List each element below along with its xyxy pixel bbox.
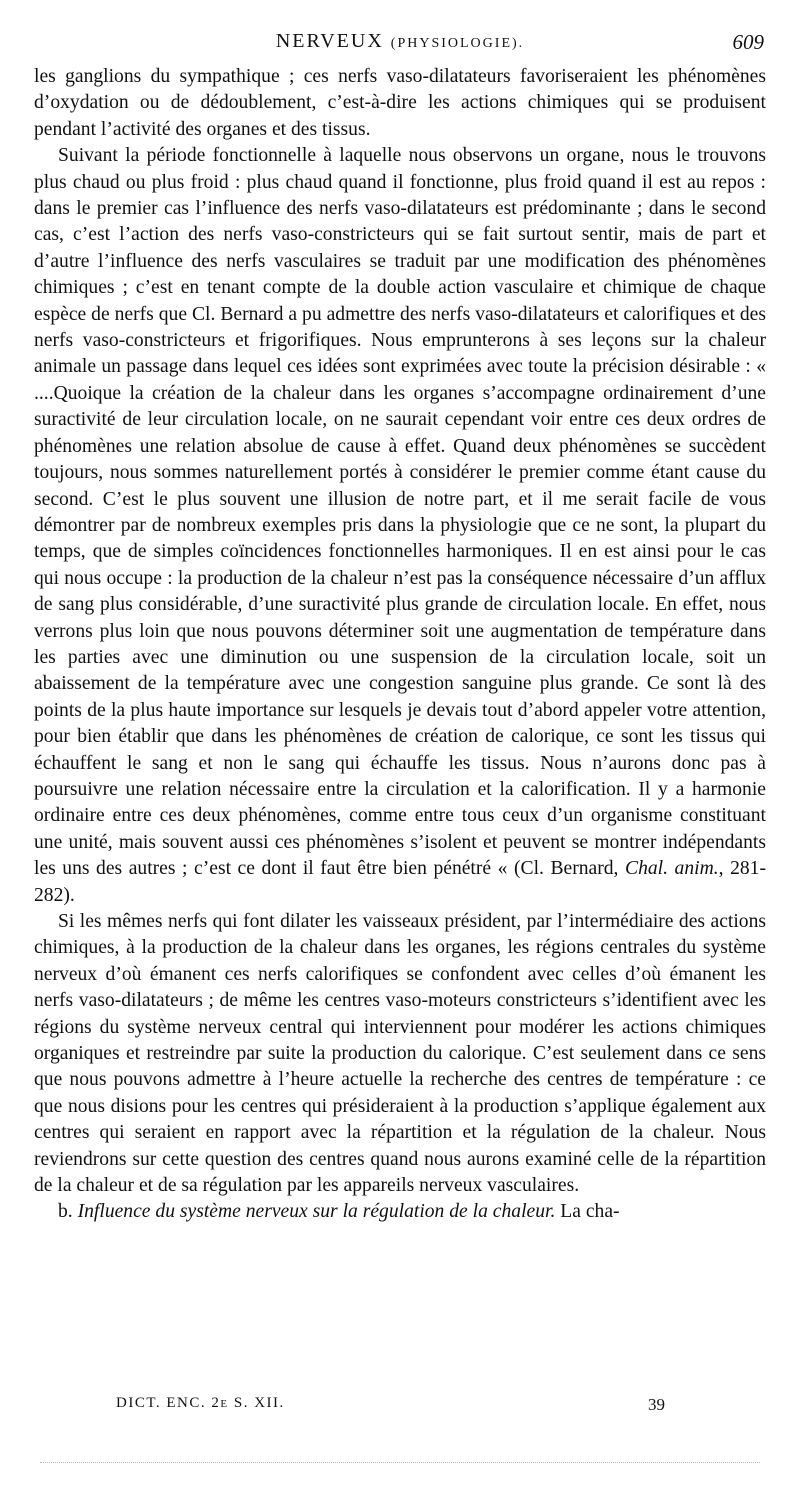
running-header: [34, 30, 766, 56]
sheet-number: 39: [648, 1395, 665, 1414]
section-marker: b.: [58, 1201, 73, 1223]
citation-pages: , 281-282).: [34, 858, 766, 906]
section-text: La cha-: [560, 1201, 620, 1223]
paragraph-3-text: Si les mêmes nerfs qui font dilater les vaisseaux président, par l’intermédiaire des actions chimiques, à la production de la chaleur dans les organes, les régions centrales du système nerveux d’où émanent ces nerfs calorifiques se confondent avec celles d’où émanent les nerfs vaso-dilatateurs ; de même les centres vaso-moteurs constricteurs s’identifient avec les régions du système nerveux central qui interviennent pour modérer les actions chimiques organiques et restreindre par suite la production du calorique. C’est seulement dans ce sens que nous pouvons admettre à l’heure actuelle la recherche des centres de température : ce que nous disions pour les centres qui présideraient à la production s’applique également aux centres qui seraient en rapport avec la répartition et la régulation de la chaleur. Nous reviendrons sur cette question des centres quand nous aurons examiné celle de la répartition de la chaleur et de sa régulation par les appareils nerveux vasculaires.: [34, 911, 766, 1197]
signature-mark: DICT. ENC. 2e S. XII.: [116, 1395, 285, 1411]
section-b: [34, 1199, 766, 1225]
header-title: NERVEUX: [275, 30, 384, 52]
running-title: [34, 30, 766, 53]
page-footer: [34, 1395, 766, 1419]
citation-title: Chal. anim.: [625, 858, 719, 880]
paragraph-3: [34, 909, 766, 1199]
page-number: 609: [732, 30, 764, 54]
header-subtitle: (PHYSIOLOGIE).: [390, 36, 525, 51]
paragraph-1-text: les ganglions du sympathique ; ces nerfs vaso-dilatateurs favoriseraient les phénomènes d’oxydation ou de dédoublement, c’est-à-dire les actions chimiques qui se produisent pendant l’activité des organes et des tissus.: [34, 66, 766, 140]
main-text: [34, 64, 766, 1226]
paragraph-2-text: Suivant la période fonctionnelle à laquelle nous observons un organe, nous le trouvons plus chaud ou plus froid : plus chaud quand il fonctionne, plus froid quand il est au repos : dans le premier cas l’influence des nerfs vaso-dilatateurs est prédominante ; dans le second cas, c’est l’action des nerfs vaso-constricteurs qui se fait surtout sentir, mais de part et d’autre l’influence des nerfs vasculaires se traduit par une modification des phénomènes chimiques ; c’est en tenant compte de la double action vasculaire et chimique de chaque espèce de nerfs que Cl. Bernard a pu admettre des nerfs vaso-dilatateurs et calorifiques et des nerfs vaso-constricteurs et frigorifiques. Nous emprunterons à ses leçons sur la chaleur animale un passage dans lequel ces idées sont exprimées avec toute la précision désirable : « ....Quoique la création de la chaleur dans les organes s’accompagne ordinairement d’une suractivité de leur circulation locale, on ne saurait cependant voir entre ces deux ordres de phénomènes une relation absolue de cause à effet. Quand deux phénomènes se succèdent toujours, nous sommes naturellement portés à considérer le premier comme étant cause du second. C’est le plus souvent une illusion de notre part, et il me serait facile de vous démontrer par de nombreux exemples pris dans la physiologie que ce ne sont, la plupart du temps, que de simples coïncidences fonctionnelles harmoniques. Il en est ainsi pour le cas qui nous occupe : la production de la chaleur n’est pas la conséquence nécessaire d’un afflux de sang plus considérable, d’une suractivité plus grande de circulation locale. En effet, nous verrons plus loin que nous pouvons déterminer soit une augmentation de température dans les parties avec une diminution ou une suspension de la circulation locale, soit un abaissement de la température avec une congestion sanguine plus grande. Ce sont là des points de la plus haute importance sur lesquels je devais tout d’abord appeler votre attention, pour bien établir que dans les phénomènes de création de calorique, ce sont les tissus qui échauffent le sang et non le sang qui échauffe les tissus. Nous n’aurons donc pas à poursuivre une relation nécessaire entre la circulation et la calorification. Il y a harmonie ordinaire entre ces deux phénomènes, comme entre tous ceux d’un organisme constituant une unité, mais souvent aussi ces phénomènes s’isolent et peuvent se montrer indépendants les uns des autres ; c’est ce dont il faut être bien pénétré « (Cl. Bernard,: [34, 145, 766, 880]
paragraph-1: [34, 64, 766, 143]
bottom-dotted-rule: [40, 1462, 760, 1463]
paragraph-2: [34, 143, 766, 909]
section-heading: Influence du système nerveux sur la régulation de la chaleur.: [77, 1201, 556, 1223]
